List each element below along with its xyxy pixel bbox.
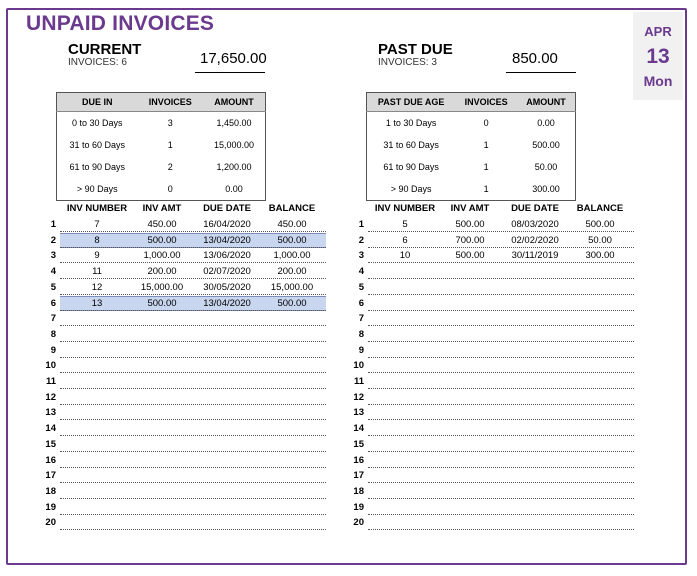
row-number: 2: [358, 234, 364, 246]
row-number: 2: [50, 234, 56, 246]
table-row[interactable]: [42, 327, 328, 342]
cell[interactable]: 16/04/2020: [203, 219, 251, 230]
row-number: 3: [50, 250, 56, 262]
cell[interactable]: 500.00: [277, 297, 307, 309]
cell[interactable]: 1: [483, 162, 489, 172]
cell[interactable]: 450.00: [277, 219, 307, 230]
table-row[interactable]: [350, 453, 636, 468]
cell[interactable]: 3: [167, 118, 173, 128]
row-number: 7: [358, 313, 364, 325]
table-row[interactable]: [350, 374, 636, 389]
table-row[interactable]: [42, 515, 328, 530]
cell[interactable]: 1: [483, 184, 489, 194]
table-row[interactable]: [42, 453, 328, 468]
table-row[interactable]: [42, 233, 328, 248]
cell[interactable]: 500.00: [147, 234, 177, 246]
table-row[interactable]: [42, 280, 328, 295]
table-row[interactable]: [42, 421, 328, 436]
table-row: [367, 112, 576, 135]
cell[interactable]: 1,000.00: [273, 250, 311, 262]
pastdue-label: PAST DUE: [378, 41, 453, 58]
row-number: 18: [45, 485, 56, 497]
row-number: 5: [50, 281, 56, 293]
row-number: 13: [353, 407, 364, 419]
cell[interactable]: > 90 Days: [390, 184, 432, 194]
row-number: 10: [353, 360, 364, 372]
table-row: [57, 178, 266, 201]
row-number: 9: [50, 344, 56, 356]
row-number: 16: [45, 454, 56, 466]
cell[interactable]: 2: [167, 162, 173, 172]
row-number: 12: [45, 391, 56, 403]
cell[interactable]: 61 to 90 Days: [383, 162, 439, 172]
list-header-1: INV AMT: [450, 203, 490, 214]
row-underline: [368, 529, 634, 530]
table-row: [57, 112, 266, 135]
table-row[interactable]: [350, 405, 636, 420]
table-row[interactable]: [42, 390, 328, 405]
current-invoice-list: [42, 203, 328, 543]
cell[interactable]: 12: [91, 281, 103, 293]
table-row[interactable]: [350, 358, 636, 373]
cell[interactable]: 15,000.00: [140, 281, 184, 293]
row-number: 10: [45, 360, 56, 372]
row-number: 1: [358, 219, 364, 230]
list-header-2: DUE DATE: [511, 203, 559, 214]
cell[interactable]: 1: [483, 140, 489, 150]
pastdue-total[interactable]: 850.00: [512, 50, 558, 67]
table-row[interactable]: [350, 421, 636, 436]
pastdue-underline: [506, 72, 576, 73]
table-row[interactable]: [350, 327, 636, 342]
row-number: 13: [45, 407, 56, 419]
cell[interactable]: 13/06/2020: [203, 250, 251, 262]
row-number: 5: [358, 281, 364, 293]
cell[interactable]: 9: [94, 250, 100, 262]
row-number: 6: [50, 297, 56, 309]
current-label: CURRENT: [68, 41, 142, 58]
cell[interactable]: 200.00: [277, 266, 307, 278]
pastdue-count: INVOICES: 3: [378, 57, 437, 68]
cell[interactable]: 500.00: [585, 219, 615, 230]
row-number: 20: [45, 517, 56, 529]
table-row[interactable]: [350, 296, 636, 311]
cell[interactable]: 0.00: [537, 118, 555, 128]
past-age-col-1: PAST DUE AGE: [367, 93, 456, 112]
cell[interactable]: 7: [94, 219, 100, 230]
row-number: 20: [353, 517, 364, 529]
cell[interactable]: 1 to 30 Days: [385, 118, 437, 128]
table-row: [367, 178, 576, 201]
cell[interactable]: 0: [483, 118, 489, 128]
row-number: 15: [45, 438, 56, 450]
row-number: 14: [353, 423, 364, 435]
table-row[interactable]: [350, 233, 636, 248]
cell[interactable]: 30/05/2020: [203, 281, 251, 293]
table-row[interactable]: [350, 437, 636, 452]
cell[interactable]: 10: [399, 250, 411, 262]
past-age-col-2: INVOICES: [455, 93, 517, 112]
table-row[interactable]: [42, 343, 328, 358]
cell[interactable]: 500.00: [455, 250, 485, 262]
cell[interactable]: 13/04/2020: [203, 297, 251, 309]
list-header-1: INV AMT: [142, 203, 182, 214]
row-number: 15: [353, 438, 364, 450]
list-header-0: INV NUMBER: [374, 203, 436, 214]
cell[interactable]: 1,450.00: [216, 118, 252, 128]
row-number: 3: [358, 250, 364, 262]
due-in-header: [57, 93, 266, 112]
table-row[interactable]: [350, 311, 636, 326]
cell[interactable]: 0: [167, 184, 173, 194]
cell[interactable]: 500.00: [147, 297, 177, 309]
cell[interactable]: 02/07/2020: [203, 266, 251, 278]
date-month: APR: [644, 24, 672, 39]
row-number: 8: [358, 328, 364, 340]
table-row[interactable]: [350, 343, 636, 358]
cell[interactable]: 8: [94, 234, 100, 246]
row-number: 14: [45, 423, 56, 435]
row-number: 19: [45, 501, 56, 513]
list-header-2: DUE DATE: [203, 203, 251, 214]
past-age-col-3: AMOUNT: [517, 93, 575, 112]
current-underline: [195, 72, 265, 73]
cell[interactable]: 500.00: [455, 219, 485, 230]
table-row: [57, 134, 266, 156]
row-number: 6: [358, 297, 364, 309]
table-row[interactable]: [42, 296, 328, 311]
cell[interactable]: 31 to 60 Days: [69, 140, 126, 150]
list-header-0: INV NUMBER: [66, 203, 128, 214]
cell[interactable]: 200.00: [147, 266, 177, 278]
table-row[interactable]: [350, 248, 636, 263]
cell[interactable]: 5: [402, 219, 408, 230]
row-number: 17: [353, 470, 364, 482]
page-title: UNPAID INVOICES: [26, 12, 215, 35]
cell[interactable]: 0 to 30 Days: [71, 118, 123, 128]
cell[interactable]: 50.00: [588, 234, 612, 246]
table-row[interactable]: [42, 311, 328, 326]
past-due-age-table: [366, 92, 576, 201]
table-row[interactable]: [350, 217, 636, 232]
row-number: 17: [45, 470, 56, 482]
past-due-age-header: [367, 93, 576, 112]
table-row[interactable]: [350, 500, 636, 515]
row-number: 4: [358, 266, 364, 278]
row-number: 12: [353, 391, 364, 403]
table-row[interactable]: [42, 248, 328, 263]
row-number: 8: [50, 328, 56, 340]
row-number: 11: [353, 376, 364, 387]
row-number: 11: [45, 376, 56, 387]
table-row[interactable]: [350, 468, 636, 483]
date-panel: [633, 12, 683, 100]
cell[interactable]: 6: [402, 234, 408, 246]
cell[interactable]: 50.00: [534, 162, 558, 172]
table-row[interactable]: [42, 358, 328, 373]
cell[interactable]: 11: [92, 266, 102, 278]
table-row[interactable]: [350, 390, 636, 405]
cell[interactable]: 08/03/2020: [511, 219, 559, 230]
list-header-3: BALANCE: [268, 203, 316, 214]
table-row[interactable]: [42, 468, 328, 483]
table-row: [367, 156, 576, 178]
cell[interactable]: 13/04/2020: [203, 234, 251, 246]
cell[interactable]: 700.00: [455, 234, 485, 246]
row-number: 9: [358, 344, 364, 356]
cell[interactable]: 31 to 60 Days: [383, 140, 439, 150]
cell[interactable]: 500.00: [532, 140, 560, 150]
cell[interactable]: 1: [167, 140, 173, 150]
table-row: [57, 156, 266, 178]
cell[interactable]: 15,000.00: [270, 281, 314, 293]
table-row[interactable]: [42, 264, 328, 279]
list-header-3: BALANCE: [576, 203, 624, 214]
table-row[interactable]: [350, 280, 636, 295]
date-weekday: Mon: [643, 73, 673, 89]
table-row[interactable]: [350, 515, 636, 530]
due-in-col-3: AMOUNT: [203, 93, 266, 112]
cell[interactable]: 15,000.00: [213, 140, 254, 150]
current-total[interactable]: 17,650.00: [200, 50, 267, 67]
cell[interactable]: 1,200.00: [216, 162, 252, 172]
table-row[interactable]: [42, 500, 328, 515]
table-row[interactable]: [42, 437, 328, 452]
cell[interactable]: 450.00: [147, 219, 177, 230]
due-in-col-1: DUE IN: [57, 93, 138, 112]
table-row[interactable]: [42, 217, 328, 232]
table-row[interactable]: [350, 484, 636, 499]
row-number: 18: [353, 485, 364, 497]
cell[interactable]: 0.00: [225, 184, 243, 194]
table-row: [367, 134, 576, 156]
cell[interactable]: 500.00: [277, 234, 307, 246]
row-number: 4: [50, 266, 56, 278]
table-row[interactable]: [350, 264, 636, 279]
row-number: 16: [353, 454, 364, 466]
cell[interactable]: 300.00: [532, 184, 560, 194]
cell[interactable]: 300.00: [585, 250, 615, 262]
row-underline: [60, 529, 326, 530]
cell[interactable]: 13: [91, 297, 103, 309]
row-number: 1: [50, 219, 56, 230]
cell[interactable]: > 90 Days: [76, 184, 118, 194]
row-number: 7: [50, 313, 56, 325]
table-row[interactable]: [42, 484, 328, 499]
cell[interactable]: 02/02/2020: [511, 234, 559, 246]
row-number: 19: [353, 501, 364, 513]
current-count: INVOICES: 6: [68, 57, 127, 68]
date-day: 13: [646, 45, 670, 68]
table-row[interactable]: [42, 374, 328, 389]
due-in-table: [56, 92, 266, 201]
cell[interactable]: 61 to 90 Days: [69, 162, 126, 172]
past-due-invoice-list: [350, 203, 636, 543]
due-in-col-2: INVOICES: [137, 93, 202, 112]
cell[interactable]: 1,000.00: [143, 250, 181, 262]
table-row[interactable]: [42, 405, 328, 420]
cell[interactable]: 30/11/2019: [511, 250, 559, 262]
